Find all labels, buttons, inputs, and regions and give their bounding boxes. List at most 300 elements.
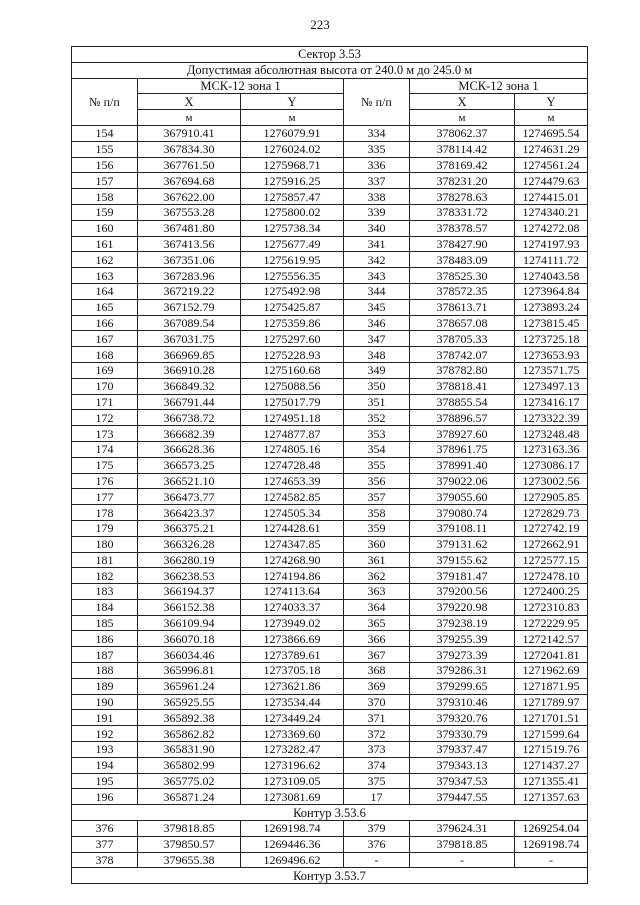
x-coordinate-left: 366969.85 (138, 347, 241, 363)
x-coordinate-right: - (410, 852, 515, 868)
y-coordinate-right: 1272742.19 (515, 520, 588, 536)
x-coordinate-right: 378572.35 (410, 283, 515, 299)
y-coordinate-left: 1275160.68 (241, 362, 344, 378)
y-unit-right: м (515, 110, 588, 126)
point-number-right: 350 (344, 378, 410, 394)
x-coordinate-right: 378782.80 (410, 362, 515, 378)
x-coordinate-right: 379108.11 (410, 520, 515, 536)
point-number-left: 177 (72, 489, 138, 505)
point-number-left: 179 (72, 520, 138, 536)
coordinates-table (71, 46, 588, 884)
x-coordinate-left: 366738.72 (138, 410, 241, 426)
point-number-right: 344 (344, 283, 410, 299)
y-coordinate-left: 1273789.61 (241, 647, 344, 663)
point-number-left: 171 (72, 394, 138, 410)
point-number-left: 377 (72, 836, 138, 852)
x-coordinate-right: 379447.55 (410, 789, 515, 805)
y-coordinate-left: 1273081.69 (241, 789, 344, 805)
table-row (72, 631, 588, 647)
y-coordinate-left: 1275017.79 (241, 394, 344, 410)
y-coordinate-right: 1272829.73 (515, 505, 588, 521)
y-coordinate-right: 1274111.72 (515, 252, 588, 268)
y-coordinate-right: 1273815.45 (515, 315, 588, 331)
point-number-left: 182 (72, 568, 138, 584)
point-number-left: 155 (72, 141, 138, 157)
point-number-right: 17 (344, 789, 410, 805)
y-coordinate-right: 1272041.81 (515, 647, 588, 663)
point-number-right: 355 (344, 457, 410, 473)
x-unit-left: м (138, 110, 241, 126)
y-coordinate-left: 1269198.74 (241, 821, 344, 837)
y-coordinate-left: 1275228.93 (241, 347, 344, 363)
table-row (72, 505, 588, 521)
y-coordinate-left: 1269446.36 (241, 836, 344, 852)
coordinates-table-body (72, 47, 588, 884)
point-number-right: 334 (344, 125, 410, 141)
y-coordinate-left: 1273282.47 (241, 742, 344, 758)
point-number-left: 189 (72, 678, 138, 694)
y-coordinate-right: 1271962.69 (515, 663, 588, 679)
y-coordinate-left: 1274194.86 (241, 568, 344, 584)
point-number-right: 335 (344, 141, 410, 157)
x-coordinate-left: 366194.37 (138, 584, 241, 600)
table-row (72, 678, 588, 694)
y-coordinate-left: 1275738.34 (241, 220, 344, 236)
table-row (72, 647, 588, 663)
x-coordinate-left: 367553.28 (138, 204, 241, 220)
y-coordinate-right: 1272142.57 (515, 631, 588, 647)
x-coordinate-left: 367481.80 (138, 220, 241, 236)
table-row (72, 220, 588, 236)
x-coordinate-right: 378169.42 (410, 157, 515, 173)
point-number-right: 375 (344, 773, 410, 789)
y-coordinate-left: 1274951.18 (241, 410, 344, 426)
x-coordinate-left: 367761.50 (138, 157, 241, 173)
x-coordinate-left: 366238.53 (138, 568, 241, 584)
y-coordinate-left: 1274505.34 (241, 505, 344, 521)
x-coordinate-left: 366521.10 (138, 473, 241, 489)
point-number-left: 194 (72, 757, 138, 773)
y-coordinate-left: 1273621.86 (241, 678, 344, 694)
table-row (72, 189, 588, 205)
point-number-right: 346 (344, 315, 410, 331)
y-coordinate-left: 1274582.85 (241, 489, 344, 505)
point-number-right: 371 (344, 710, 410, 726)
x-coordinate-right: 379286.31 (410, 663, 515, 679)
point-number-right: 341 (344, 236, 410, 252)
table-row (72, 204, 588, 220)
point-number-left: 158 (72, 189, 138, 205)
x-coordinate-left: 367089.54 (138, 315, 241, 331)
table-row (72, 710, 588, 726)
point-number-left: 170 (72, 378, 138, 394)
x-coordinate-right: 379080.74 (410, 505, 515, 521)
header-row-axes (72, 94, 588, 110)
y-coordinate-left: 1273534.44 (241, 694, 344, 710)
point-number-left: 178 (72, 505, 138, 521)
x-coordinate-left: 367834.30 (138, 141, 241, 157)
x-coordinate-right: 379818.85 (410, 836, 515, 852)
point-number-right: 342 (344, 252, 410, 268)
table-row (72, 489, 588, 505)
x-coordinate-right: 378705.33 (410, 331, 515, 347)
x-coordinate-right: 379310.46 (410, 694, 515, 710)
y-coordinate-left: 1273109.05 (241, 773, 344, 789)
y-coordinate-left: 1273949.02 (241, 615, 344, 631)
contour-title-row (72, 805, 588, 821)
y-coordinate-right: 1271789.97 (515, 694, 588, 710)
x-coordinate-right: 378114.42 (410, 141, 515, 157)
x-coordinate-right: 378613.71 (410, 299, 515, 315)
y-coordinate-left: 1275619.95 (241, 252, 344, 268)
x-coordinate-right: 378331.72 (410, 204, 515, 220)
point-number-left: 168 (72, 347, 138, 363)
table-row (72, 125, 588, 141)
point-number-right: 352 (344, 410, 410, 426)
point-number-right: 376 (344, 836, 410, 852)
x-coordinate-left: 367031.75 (138, 331, 241, 347)
point-number-left: 156 (72, 157, 138, 173)
point-number-left: 166 (72, 315, 138, 331)
table-row (72, 836, 588, 852)
point-number-right: 347 (344, 331, 410, 347)
y-coordinate-right: 1273248.48 (515, 426, 588, 442)
x-coordinate-left: 365871.24 (138, 789, 241, 805)
point-number-left: 163 (72, 268, 138, 284)
x-coordinate-left: 379850.57 (138, 836, 241, 852)
table-row (72, 536, 588, 552)
contour-title: Контур 3.53.7 (72, 868, 588, 884)
table-row (72, 347, 588, 363)
point-number-right: 340 (344, 220, 410, 236)
point-number-right: 369 (344, 678, 410, 694)
y-coordinate-left: 1275425.87 (241, 299, 344, 315)
x-coordinate-right: 379055.60 (410, 489, 515, 505)
x-coordinate-left: 366423.37 (138, 505, 241, 521)
point-number-right: - (344, 852, 410, 868)
table-row (72, 520, 588, 536)
point-number-left: 174 (72, 441, 138, 457)
y-coordinate-right: 1273964.84 (515, 283, 588, 299)
x-coordinate-right: 379337.47 (410, 742, 515, 758)
point-number-right: 337 (344, 173, 410, 189)
table-row (72, 157, 588, 173)
x-coordinate-left: 365961.24 (138, 678, 241, 694)
table-row (72, 441, 588, 457)
x-coordinate-right: 378961.75 (410, 441, 515, 457)
table-row (72, 694, 588, 710)
table-row (72, 315, 588, 331)
point-number-left: 176 (72, 473, 138, 489)
point-number-left: 181 (72, 552, 138, 568)
y-coordinate-right: 1273322.39 (515, 410, 588, 426)
x-coordinate-right: 379347.53 (410, 773, 515, 789)
table-row (72, 283, 588, 299)
x-coordinate-right: 378231.20 (410, 173, 515, 189)
x-coordinate-left: 367283.96 (138, 268, 241, 284)
y-coordinate-left: 1276024.02 (241, 141, 344, 157)
x-coordinate-right: 379238.19 (410, 615, 515, 631)
point-number-right: 372 (344, 726, 410, 742)
x-coordinate-left: 366326.28 (138, 536, 241, 552)
point-number-left: 186 (72, 631, 138, 647)
point-number-right: 362 (344, 568, 410, 584)
y-coordinate-left: 1275857.47 (241, 189, 344, 205)
header-row-system (72, 78, 588, 94)
x-coordinate-left: 367413.56 (138, 236, 241, 252)
point-number-header-right: № п/п (344, 78, 410, 125)
table-row (72, 615, 588, 631)
point-number-left: 162 (72, 252, 138, 268)
y-coordinate-right: 1274631.29 (515, 141, 588, 157)
y-coordinate-right: 1274561.24 (515, 157, 588, 173)
x-coordinate-left: 367219.22 (138, 283, 241, 299)
point-number-left: 188 (72, 663, 138, 679)
point-number-right: 338 (344, 189, 410, 205)
y-coordinate-right: 1274197.93 (515, 236, 588, 252)
point-number-right: 358 (344, 505, 410, 521)
y-coordinate-right: 1272905.85 (515, 489, 588, 505)
x-coordinate-left: 367152.79 (138, 299, 241, 315)
x-coordinate-right: 378855.54 (410, 394, 515, 410)
y-coordinate-left: 1274653.39 (241, 473, 344, 489)
x-coordinate-right: 379022.06 (410, 473, 515, 489)
y-coordinate-right: 1272229.95 (515, 615, 588, 631)
y-coordinate-right: 1273497.13 (515, 378, 588, 394)
y-coordinate-right: 1269254.04 (515, 821, 588, 837)
point-number-right: 373 (344, 742, 410, 758)
y-coordinate-right: 1272478.10 (515, 568, 588, 584)
table-row (72, 410, 588, 426)
x-coordinate-right: 379200.56 (410, 584, 515, 600)
point-number-right: 357 (344, 489, 410, 505)
point-number-left: 160 (72, 220, 138, 236)
y-coordinate-left: 1275677.49 (241, 236, 344, 252)
point-number-left: 184 (72, 599, 138, 615)
x-coordinate-left: 366109.94 (138, 615, 241, 631)
point-number-right: 353 (344, 426, 410, 442)
y-coordinate-left: 1275800.02 (241, 204, 344, 220)
y-coordinate-left: 1274728.48 (241, 457, 344, 473)
point-number-right: 360 (344, 536, 410, 552)
point-number-left: 159 (72, 204, 138, 220)
y-coordinate-right: 1274043.58 (515, 268, 588, 284)
y-coordinate-right: 1271599.64 (515, 726, 588, 742)
point-number-right: 345 (344, 299, 410, 315)
y-coordinate-right: 1272577.15 (515, 552, 588, 568)
table-row (72, 394, 588, 410)
point-number-left: 175 (72, 457, 138, 473)
y-coordinate-left: 1275359.86 (241, 315, 344, 331)
point-number-right: 361 (344, 552, 410, 568)
point-number-left: 165 (72, 299, 138, 315)
y-coordinate-left: 1276079.91 (241, 125, 344, 141)
y-coordinate-right: 1272310.83 (515, 599, 588, 615)
y-coordinate-right: 1274272.08 (515, 220, 588, 236)
x-coordinate-left: 366682.39 (138, 426, 241, 442)
x-coordinate-left: 365925.55 (138, 694, 241, 710)
table-row (72, 473, 588, 489)
y-coordinate-left: 1275556.35 (241, 268, 344, 284)
y-coordinate-right: 1271437.27 (515, 757, 588, 773)
x-unit-right: м (410, 110, 515, 126)
x-coordinate-right: 378278.63 (410, 189, 515, 205)
y-coordinate-right: 1272400.25 (515, 584, 588, 600)
y-coordinate-right: 1271355.41 (515, 773, 588, 789)
point-number-left: 376 (72, 821, 138, 837)
x-coordinate-right: 379624.31 (410, 821, 515, 837)
x-coordinate-right: 379330.79 (410, 726, 515, 742)
x-coordinate-left: 365892.38 (138, 710, 241, 726)
x-coordinate-left: 365862.82 (138, 726, 241, 742)
y-coordinate-left: 1273705.18 (241, 663, 344, 679)
x-coordinate-right: 379255.39 (410, 631, 515, 647)
y-coordinate-left: 1274805.16 (241, 441, 344, 457)
y-coordinate-left: 1275968.71 (241, 157, 344, 173)
point-number-right: 379 (344, 821, 410, 837)
x-coordinate-right: 379181.47 (410, 568, 515, 584)
table-row (72, 584, 588, 600)
y-coordinate-left: 1275492.98 (241, 283, 344, 299)
table-row (72, 173, 588, 189)
point-number-right: 363 (344, 584, 410, 600)
point-number-left: 191 (72, 710, 138, 726)
x-coordinate-left: 366152.38 (138, 599, 241, 615)
table-row (72, 236, 588, 252)
y-coordinate-right: 1274340.21 (515, 204, 588, 220)
y-coordinate-left: 1269496.62 (241, 852, 344, 868)
point-number-left: 190 (72, 694, 138, 710)
y-coordinate-right: 1273725.18 (515, 331, 588, 347)
y-coordinate-right: 1274479.63 (515, 173, 588, 189)
y-coordinate-left: 1274268.90 (241, 552, 344, 568)
y-unit-left: м (241, 110, 344, 126)
table-row (72, 742, 588, 758)
point-number-right: 356 (344, 473, 410, 489)
x-coordinate-right: 378378.57 (410, 220, 515, 236)
x-header-right: X (410, 94, 515, 110)
point-number-right: 343 (344, 268, 410, 284)
table-row (72, 331, 588, 347)
y-coordinate-right: 1273893.24 (515, 299, 588, 315)
point-number-left: 157 (72, 173, 138, 189)
y-coordinate-right: 1273653.93 (515, 347, 588, 363)
y-coordinate-right: 1271701.51 (515, 710, 588, 726)
y-header-left: Y (241, 94, 344, 110)
point-number-right: 339 (344, 204, 410, 220)
point-number-left: 169 (72, 362, 138, 378)
x-coordinate-left: 366375.21 (138, 520, 241, 536)
y-coordinate-right: 1274695.54 (515, 125, 588, 141)
y-coordinate-left: 1273449.24 (241, 710, 344, 726)
x-coordinate-right: 378818.41 (410, 378, 515, 394)
x-header-left: X (138, 94, 241, 110)
x-coordinate-left: 366849.32 (138, 378, 241, 394)
table-row (72, 663, 588, 679)
point-number-left: 185 (72, 615, 138, 631)
y-coordinate-left: 1275916.25 (241, 173, 344, 189)
y-coordinate-right: 1269198.74 (515, 836, 588, 852)
point-number-left: 161 (72, 236, 138, 252)
table-row (72, 457, 588, 473)
y-coordinate-left: 1274113.64 (241, 584, 344, 600)
table-row (72, 426, 588, 442)
point-number-right: 351 (344, 394, 410, 410)
system-header-left: МСК-12 зона 1 (138, 78, 344, 94)
x-coordinate-left: 365802.99 (138, 757, 241, 773)
x-coordinate-left: 366628.36 (138, 441, 241, 457)
y-coordinate-right: 1271357.63 (515, 789, 588, 805)
point-number-left: 180 (72, 536, 138, 552)
x-coordinate-left: 365996.81 (138, 663, 241, 679)
x-coordinate-left: 366070.18 (138, 631, 241, 647)
x-coordinate-right: 378483.09 (410, 252, 515, 268)
table-row (72, 726, 588, 742)
x-coordinate-left: 379818.85 (138, 821, 241, 837)
y-header-right: Y (515, 94, 588, 110)
table-row (72, 362, 588, 378)
y-coordinate-right: 1271871.95 (515, 678, 588, 694)
x-coordinate-right: 378742.07 (410, 347, 515, 363)
point-number-right: 366 (344, 631, 410, 647)
x-coordinate-left: 365775.02 (138, 773, 241, 789)
y-coordinate-right: - (515, 852, 588, 868)
x-coordinate-right: 379273.39 (410, 647, 515, 663)
point-number-left: 196 (72, 789, 138, 805)
point-number-right: 336 (344, 157, 410, 173)
y-coordinate-right: 1273002.56 (515, 473, 588, 489)
point-number-left: 173 (72, 426, 138, 442)
x-coordinate-left: 367694.68 (138, 173, 241, 189)
point-number-right: 359 (344, 520, 410, 536)
point-number-left: 187 (72, 647, 138, 663)
point-number-right: 349 (344, 362, 410, 378)
point-number-left: 172 (72, 410, 138, 426)
x-coordinate-right: 379155.62 (410, 552, 515, 568)
point-number-left: 193 (72, 742, 138, 758)
point-number-left: 164 (72, 283, 138, 299)
x-coordinate-left: 367622.00 (138, 189, 241, 205)
x-coordinate-left: 366910.28 (138, 362, 241, 378)
point-number-left: 378 (72, 852, 138, 868)
point-number-right: 367 (344, 647, 410, 663)
table-row (72, 599, 588, 615)
y-coordinate-left: 1274347.85 (241, 536, 344, 552)
y-coordinate-right: 1273163.36 (515, 441, 588, 457)
x-coordinate-left: 366573.25 (138, 457, 241, 473)
y-coordinate-right: 1273416.17 (515, 394, 588, 410)
y-coordinate-right: 1273571.75 (515, 362, 588, 378)
x-coordinate-right: 378927.60 (410, 426, 515, 442)
x-coordinate-left: 365831.90 (138, 742, 241, 758)
table-row (72, 268, 588, 284)
y-coordinate-left: 1274877.87 (241, 426, 344, 442)
sector-title: Сектор 3.53 (72, 47, 588, 63)
system-header-right: МСК-12 зона 1 (410, 78, 588, 94)
table-row (72, 299, 588, 315)
y-coordinate-right: 1273086.17 (515, 457, 588, 473)
x-coordinate-right: 378657.08 (410, 315, 515, 331)
table-row (72, 252, 588, 268)
y-coordinate-right: 1274415.01 (515, 189, 588, 205)
x-coordinate-left: 366034.46 (138, 647, 241, 663)
y-coordinate-left: 1274033.37 (241, 599, 344, 615)
x-coordinate-left: 366791.44 (138, 394, 241, 410)
table-row (72, 821, 588, 837)
point-number-right: 370 (344, 694, 410, 710)
y-coordinate-left: 1275088.56 (241, 378, 344, 394)
y-coordinate-left: 1273369.60 (241, 726, 344, 742)
